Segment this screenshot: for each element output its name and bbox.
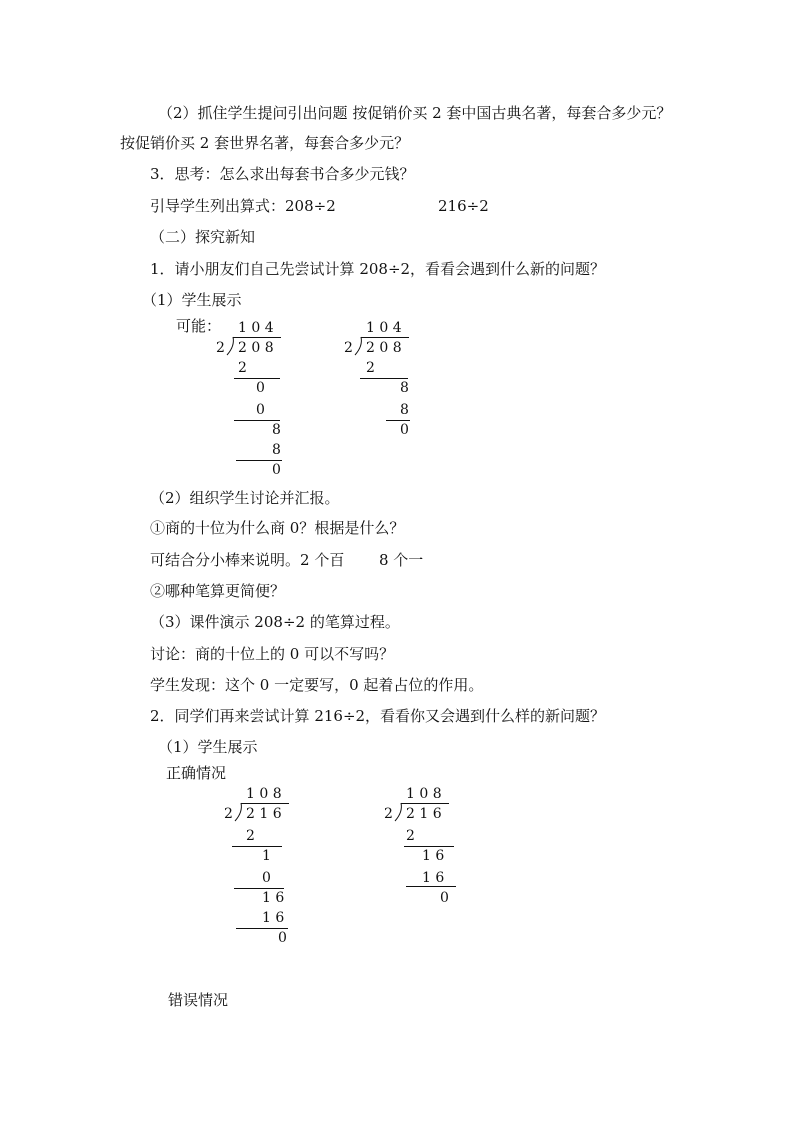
step-line	[236, 460, 282, 461]
text-line: 216÷2	[438, 197, 489, 215]
long-division-216-b	[378, 782, 578, 952]
step: 1 6	[422, 848, 445, 864]
text-line: 按促销价买 2 套世界名著，每套合多少元？	[120, 134, 410, 152]
text-line: 3．思考：怎么求出每套书合多少元钱？	[150, 165, 415, 183]
step-line	[234, 378, 280, 379]
step-line	[386, 420, 410, 421]
text-line: （1）学生展示	[142, 291, 242, 309]
quotient: 1 0 8	[246, 786, 282, 802]
step-line	[234, 420, 280, 421]
step: 1 6	[262, 890, 285, 906]
text-line: 错误情况	[168, 991, 229, 1009]
step: 0	[256, 402, 265, 418]
step: 0	[440, 890, 449, 906]
divisor: 2	[216, 340, 225, 356]
text-line: 2．同学们再来尝试计算 216÷2，看看你又会遇到什么样的新问题？	[150, 707, 606, 725]
division-bar	[361, 337, 409, 338]
text-line: 可结合分小棒来说明。2 个百	[150, 551, 345, 569]
division-bar	[233, 337, 281, 338]
text-line: 引导学生列出算式：208÷2	[150, 197, 336, 215]
step: 2	[406, 828, 415, 844]
divisor: 2	[384, 806, 393, 822]
step-line	[234, 888, 284, 889]
step: 2	[366, 360, 375, 376]
step: 8	[400, 402, 409, 418]
text-line: 学生发现：这个 0 一定要写，0 起着占位的作用。	[150, 676, 484, 694]
quotient: 1 0 4	[366, 320, 402, 336]
divisor: 2	[344, 340, 353, 356]
division-bar	[401, 803, 449, 804]
step-line	[236, 928, 288, 929]
step: 1 6	[262, 910, 285, 926]
step: 2	[238, 360, 247, 376]
long-division-208-b	[338, 316, 538, 486]
division-bar	[241, 803, 289, 804]
quotient: 1 0 8	[406, 786, 442, 802]
step-line	[406, 886, 456, 887]
text-line: （3）课件演示 208÷2 的笔算过程。	[150, 613, 400, 631]
dividend: 2 1 6	[246, 806, 282, 822]
step: 8	[272, 442, 281, 458]
step: 0	[262, 870, 271, 886]
step: 1	[262, 848, 271, 864]
text-line: ①商的十位为什么商 0？根据是什么？	[150, 519, 405, 537]
text-line: 8 个一	[379, 551, 424, 569]
step: 0	[278, 930, 287, 946]
step: 0	[400, 422, 409, 438]
dividend: 2 0 8	[238, 340, 274, 356]
step-line	[404, 846, 454, 847]
step-line	[360, 378, 408, 379]
text-line: 1．请小朋友们自己先尝试计算 208÷2，看看会遇到什么新的问题？	[150, 260, 606, 278]
text-line: （2）抓住学生提问引出问题 按促销价买 2 套中国古典名著，每套合多少元？	[158, 104, 672, 122]
step-line	[232, 846, 282, 847]
step: 8	[272, 422, 281, 438]
text-line: ②哪种笔算更简便？	[150, 582, 286, 600]
step: 1 6	[422, 870, 445, 886]
step: 0	[256, 380, 265, 396]
text-line: 讨论：商的十位上的 0 可以不写吗？	[150, 645, 395, 663]
quotient: 1 0 4	[238, 320, 274, 336]
dividend: 2 0 8	[366, 340, 402, 356]
step: 8	[400, 380, 409, 396]
section-heading: （二）探究新知	[150, 228, 256, 246]
step: 0	[272, 462, 281, 478]
text-line: 正确情况	[166, 764, 227, 782]
dividend: 2 1 6	[406, 806, 442, 822]
step: 2	[246, 828, 255, 844]
divisor: 2	[224, 806, 233, 822]
text-line: 可能：	[176, 317, 222, 335]
text-line: （2）组织学生讨论并汇报。	[150, 489, 340, 507]
text-line: （1）学生展示	[158, 738, 258, 756]
